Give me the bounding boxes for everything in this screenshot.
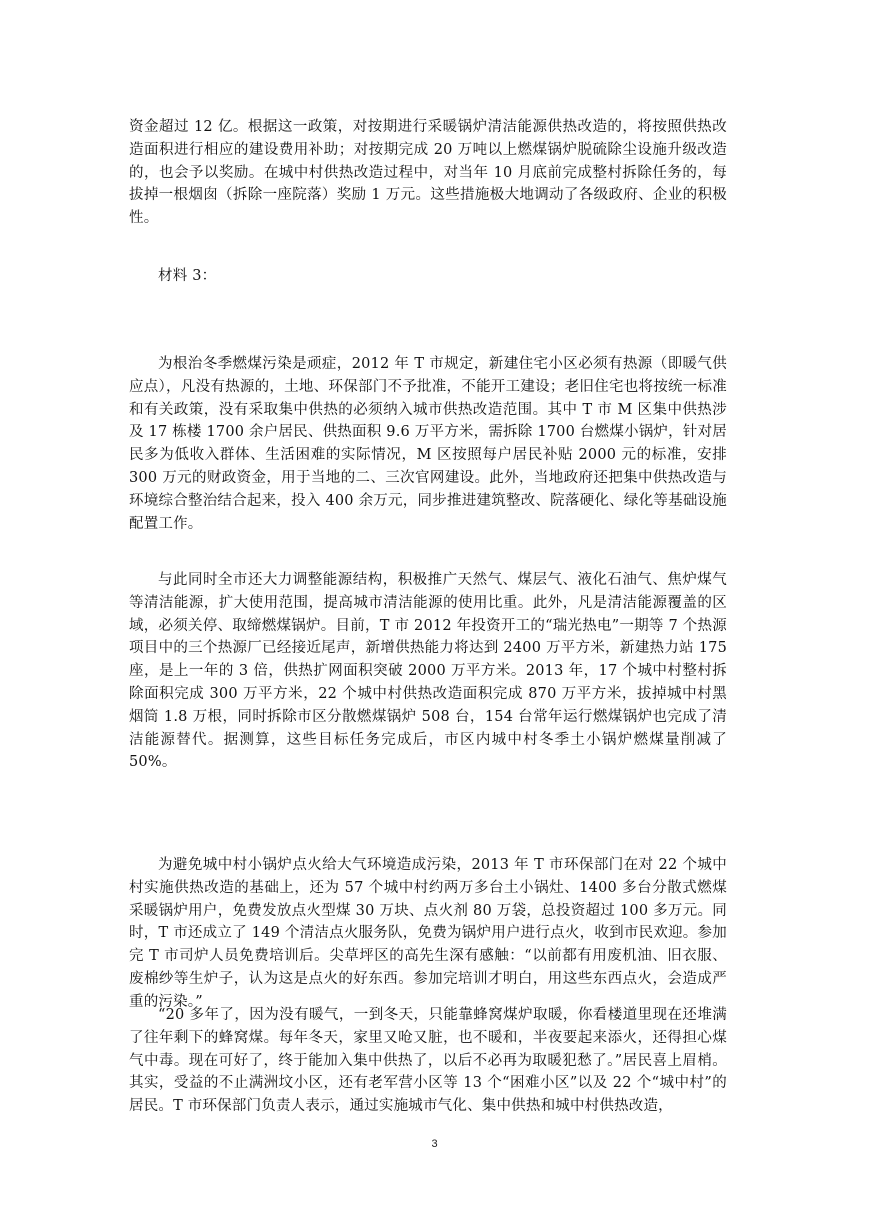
paragraph-ignition-service: 为避免城中村小锅炉点火给大气环境造成污染，2013 年 T 市环保部门在对 22 个城中村实施供热改造的基础上，还为 57 个城中村约两万多台土小锅灶、1400 多台分散式燃煤采暖锅炉用户，免费发放点火型煤 30 万块、点火剂 80 万袋，总投资超过 100 多万元。同时，T 市还成立了 149 个清洁点火服务队，免费为锅炉用户进行点火，收到市民欢迎。参加完 T 市司炉人员免费培训后。尖草坪区的高先生深有感触：“以前都有用废机油、旧衣服、废棉纱等生炉子，认为这是点火的好东西。参加完培训才明白，用这些东西点火，会造成严重的污染。” xyxy=(129,857,727,1010)
page-number: 3 xyxy=(431,1138,438,1150)
paragraph-heating-policy: 为根治冬季燃煤污染是顽症，2012 年 T 市规定，新建住宅小区必须有热源（即暖气供应点），凡没有热源的，土地、环保部门不予批准，不能开工建设；老旧住宅也将按统一标准和有关政策，没有采取集中供热的必须纳入城市供热改造范围。其中 T 市 M 区集中供热涉及 17 栋楼 1700 余户居民、供热面积 9.6 万平方米，需拆除 1700 台燃煤小锅炉，针对居民多为低收入群体、生活困难的实际情况，M 区按照每户居民补贴 2000 元的标准，安排 300 万元的财政资金，用于当地的二、三次官网建设。此外，当地政府还把集中供热改造与环境综合整治结合起来，投入 400 余万元，同步推进建筑整改、院落硬化、绿化等基础设施配置工作。 xyxy=(129,356,727,532)
section-heading-material-3: 材料 3： xyxy=(158,268,217,284)
paragraph-energy-structure: 与此同时全市还大力调整能源结构，积极推广天然气、煤层气、液化石油气、焦炉煤气等清洁能源，扩大使用范围，提高城市清洁能源的使用比重。此外，凡是清洁能源覆盖的区域，必须关停、取缔燃煤锅炉。目前，T 市 2012 年投资开工的“瑞光热电”一期等 7 个热源项目中的三个热源厂已经接近尾声，新增供热能力将达到 2400 万平方米，新建热力站 175 座，是上一年的 3 倍，供热扩网面积突破 2000 万平方米。2013 年，17 个城中村整村拆除面积完成 300 万平方米，22 个城中村供热改造面积完成 870 万平方米，拔掉城中村黑烟筒 1.8 万根，同时拆除市区分散燃煤锅炉 508 台，154 台常年运行燃煤锅炉也完成了清洁能源替代。据测算，这些目标任务完成后，市区内城中村冬季土小锅炉燃煤量削减了 50%。 xyxy=(129,572,727,771)
paragraph-resident-quote: “20 多年了，因为没有暖气，一到冬天，只能靠蜂窝煤炉取暖，你看楼道里现在还堆满了往年剩下的蜂窝煤。每年冬天，家里又呛又脏，也不暖和，半夜要起来添火，还得担心煤气中毒。现在可好了，终于能加入集中供热了，以后不必再为取暖犯愁了。”居民喜上眉梢。其实，受益的不止满洲坟小区，还有老军营小区等 13 个“困难小区”以及 22 个“城中村”的居民。T 市环保部门负责人表示，通过实施城市气化、集中供热和城中村供热改造， xyxy=(129,1007,727,1115)
paragraph-continuation: 资金超过 12 亿。根据这一政策，对按期进行采暖锅炉清洁能源供热改造的，将按照供热改造面积进行相应的建设费用补助；对按期完成 20 万吨以上燃煤锅炉脱硫除尘设施升级改造的，也会予以奖励。在城中村供热改造过程中，对当年 10 月底前完成整村拆除任务的，每拔掉一根烟囱（拆除一座院落）奖励 1 万元。这些措施极大地调动了各级政府、企业的积极性。 xyxy=(129,119,727,227)
